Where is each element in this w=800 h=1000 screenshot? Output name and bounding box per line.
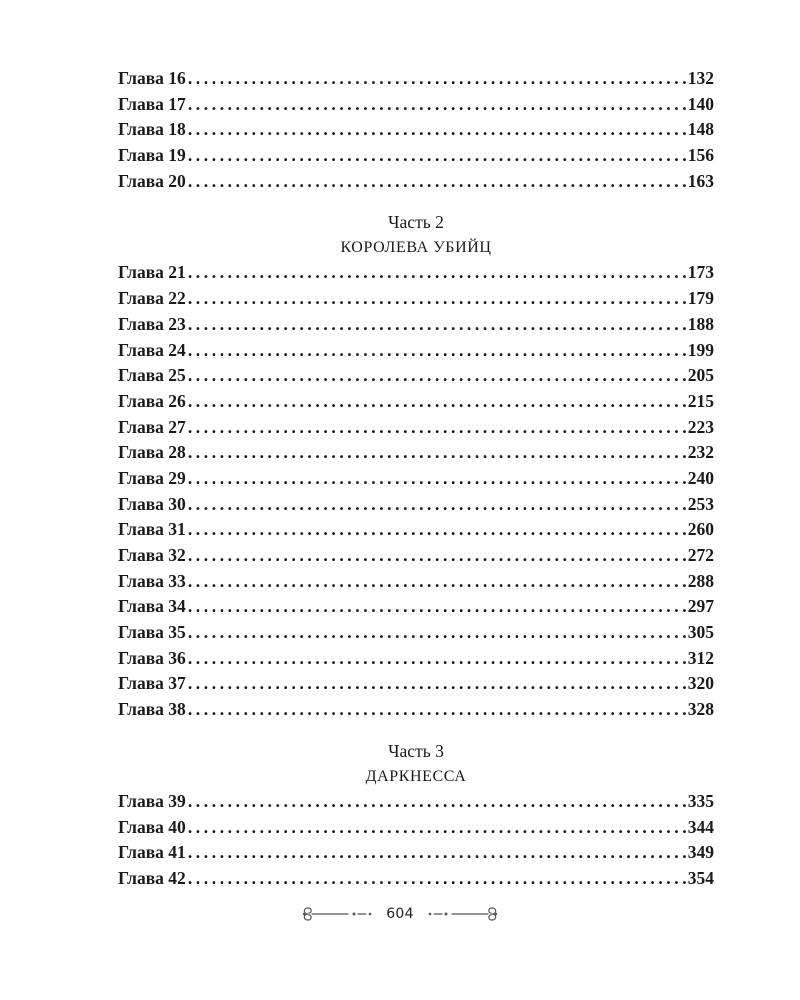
page-number: 132 xyxy=(687,68,714,88)
toc-entry[interactable] xyxy=(118,646,714,672)
toc-entry[interactable] xyxy=(118,840,714,866)
dot-leader xyxy=(186,415,686,441)
toc-entry[interactable] xyxy=(118,338,714,364)
toc-entry[interactable] xyxy=(118,363,714,389)
dot-leader xyxy=(186,671,686,697)
chapter-label: Глава 28 xyxy=(118,442,186,463)
part-3-title: ДАРКНЕССА xyxy=(365,767,467,785)
dot-leader xyxy=(186,492,686,518)
page-number: 335 xyxy=(687,790,714,811)
page-number: 253 xyxy=(687,493,714,514)
chapter-label: Глава 20 xyxy=(118,170,186,191)
chapter-label: Глава 30 xyxy=(118,493,186,514)
dot-leader xyxy=(186,466,686,492)
part-3-number: Часть 3 xyxy=(388,740,444,761)
chapter-label: Глава 26 xyxy=(118,390,186,411)
page-number: 140 xyxy=(687,93,714,114)
page-number: 297 xyxy=(687,596,714,617)
chapter-label: Глава 31 xyxy=(118,519,186,540)
page-number: 188 xyxy=(687,313,714,334)
chapter-label: Глава 21 xyxy=(118,262,186,283)
dot-leader xyxy=(186,169,686,195)
page-number: 328 xyxy=(687,699,714,720)
dot-leader xyxy=(186,840,686,866)
toc-entry[interactable] xyxy=(118,569,714,595)
page-number: 312 xyxy=(687,647,714,668)
chapter-label: Глава 37 xyxy=(118,673,186,694)
dot-leader xyxy=(186,789,686,815)
chapter-label: Глава 18 xyxy=(118,119,186,140)
toc-entry[interactable] xyxy=(118,543,714,569)
toc-entry[interactable] xyxy=(118,815,714,841)
dot-leader xyxy=(186,117,686,143)
dot-leader xyxy=(186,92,686,118)
toc-group-1 xyxy=(118,66,714,194)
page-number: 320 xyxy=(687,673,714,694)
toc-entry[interactable] xyxy=(118,66,714,92)
chapter-label: Глава 23 xyxy=(118,313,186,334)
chapter-label: Глава 19 xyxy=(118,145,186,166)
toc-entry[interactable] xyxy=(118,671,714,697)
dot-leader xyxy=(186,646,686,672)
toc-part-2-entries xyxy=(118,260,714,722)
toc-entry[interactable] xyxy=(118,440,714,466)
page-number: 215 xyxy=(687,390,714,411)
dot-leader xyxy=(186,286,686,312)
dot-leader xyxy=(186,66,686,92)
toc-part-3-entries xyxy=(118,789,714,892)
chapter-label: Глава 39 xyxy=(118,790,186,811)
toc-entry[interactable] xyxy=(118,697,714,723)
dot-leader xyxy=(186,543,686,569)
toc-entry[interactable] xyxy=(118,389,714,415)
chapter-label: Глава 24 xyxy=(118,339,186,360)
chapter-label: Глава 38 xyxy=(118,699,186,720)
page-number: 354 xyxy=(687,867,714,888)
toc-entry[interactable] xyxy=(118,866,714,892)
dot-leader xyxy=(186,517,686,543)
chapter-label: Глава 25 xyxy=(118,365,186,386)
chapter-label: Глава 33 xyxy=(118,570,186,591)
toc-entry[interactable] xyxy=(118,312,714,338)
dot-leader xyxy=(186,363,686,389)
page-number: 240 xyxy=(687,467,714,488)
toc-entry[interactable] xyxy=(118,620,714,646)
part-2-number: Часть 2 xyxy=(388,212,444,233)
chapter-label: Глава 32 xyxy=(118,545,186,565)
chapter-label: Глава 40 xyxy=(118,816,186,837)
page-number: 232 xyxy=(687,442,714,463)
right-scroll-ornament-icon xyxy=(426,904,500,924)
chapter-label: Глава 36 xyxy=(118,647,186,668)
dot-leader xyxy=(186,815,686,841)
page-number: 260 xyxy=(687,519,714,540)
page-number: 288 xyxy=(687,570,714,591)
toc-entry[interactable] xyxy=(118,789,714,815)
toc-entry[interactable] xyxy=(118,492,714,518)
page-number: 349 xyxy=(687,842,714,863)
toc-entry[interactable] xyxy=(118,143,714,169)
chapter-label: Глава 17 xyxy=(118,93,186,114)
page-footer xyxy=(0,902,800,926)
dot-leader xyxy=(186,697,686,723)
page-number: 163 xyxy=(687,170,714,191)
toc-entry[interactable] xyxy=(118,415,714,441)
page-number: 179 xyxy=(687,288,714,309)
page-number: 199 xyxy=(687,339,714,360)
dot-leader xyxy=(186,440,686,466)
toc-entry[interactable] xyxy=(118,466,714,492)
chapter-label: Глава 41 xyxy=(118,842,186,863)
chapter-label: Глава 27 xyxy=(118,416,186,437)
toc-entry[interactable] xyxy=(118,286,714,312)
page-number: 223 xyxy=(687,416,714,437)
chapter-label: Глава 35 xyxy=(118,622,186,643)
page-number: 205 xyxy=(687,365,714,386)
dot-leader xyxy=(186,143,686,169)
dot-leader xyxy=(186,389,686,415)
dot-leader xyxy=(186,866,686,892)
dot-leader xyxy=(186,260,686,286)
part-2-title: КОРОЛЕВА УБИЙЦ xyxy=(340,239,492,257)
toc-entry[interactable] xyxy=(118,594,714,620)
dot-leader xyxy=(186,594,686,620)
chapter-label: Глава 16 xyxy=(118,68,186,88)
dot-leader xyxy=(186,569,686,595)
page-number: 173 xyxy=(687,262,714,283)
page-number: 148 xyxy=(687,119,714,140)
chapter-label: Глава 34 xyxy=(118,596,186,617)
toc-entry[interactable] xyxy=(118,169,714,195)
dot-leader xyxy=(186,620,686,646)
chapter-label: Глава 42 xyxy=(118,867,186,888)
dot-leader xyxy=(186,338,686,364)
chapter-label: Глава 29 xyxy=(118,467,186,488)
chapter-label: Глава 22 xyxy=(118,288,186,309)
toc-entry[interactable] xyxy=(118,117,714,143)
dot-leader xyxy=(186,312,686,338)
table-of-contents xyxy=(118,66,714,892)
left-scroll-ornament-icon xyxy=(300,904,374,924)
toc-entry[interactable] xyxy=(118,92,714,118)
toc-entry[interactable] xyxy=(118,260,714,286)
page-number: 344 xyxy=(687,816,714,837)
page-number: 156 xyxy=(687,145,714,166)
page-number: 272 xyxy=(687,545,714,565)
toc-entry[interactable] xyxy=(118,517,714,543)
footer-page-number: 604 xyxy=(386,906,414,922)
page-number: 305 xyxy=(687,622,714,643)
